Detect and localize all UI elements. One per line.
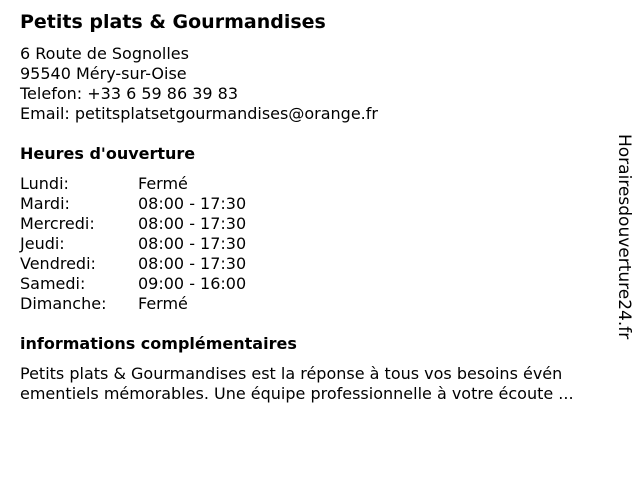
day-hours: 08:00 - 17:30 [138, 214, 247, 233]
hours-row-thursday [20, 234, 246, 254]
business-description [20, 364, 620, 404]
business-contact [20, 44, 378, 124]
day-label: Dimanche: [20, 294, 107, 313]
day-hours: 08:00 - 17:30 [138, 234, 247, 253]
day-label: Jeudi: [20, 234, 65, 253]
hours-row-tuesday [20, 194, 246, 214]
hours-row-saturday [20, 274, 246, 294]
day-hours: Fermé [138, 294, 188, 313]
day-hours: Fermé [138, 174, 188, 193]
phone-number: Telefon: +33 6 59 86 39 83 [20, 84, 239, 103]
day-label: Mardi: [20, 194, 70, 213]
day-hours: 08:00 - 17:30 [138, 254, 247, 273]
opening-hours-heading: Heures d'ouverture [20, 144, 196, 163]
address-street: 6 Route de Sognolles [20, 44, 189, 63]
address-city: 95540 Méry-sur-Oise [20, 64, 187, 83]
hours-row-wednesday [20, 214, 246, 234]
description-line: Petits plats & Gourmandises est la réponse à tous vos besoins évén [20, 364, 563, 383]
opening-hours-table [20, 174, 246, 314]
description-line: ementiels mémorables. Une équipe professionnelle à votre écoute ... [20, 384, 574, 403]
hours-row-sunday [20, 294, 246, 314]
day-label: Vendredi: [20, 254, 96, 273]
business-name: Petits plats & Gourmandises [20, 11, 326, 33]
day-hours: 08:00 - 17:30 [138, 194, 247, 213]
day-label: Samedi: [20, 274, 86, 293]
day-hours: 09:00 - 16:00 [138, 274, 247, 293]
additional-info-heading: informations complémentaires [20, 334, 297, 353]
watermark-text: Horairesdouverture24.fr [614, 134, 634, 340]
day-label: Mercredi: [20, 214, 95, 233]
email-address: Email: petitsplatsetgourmandises@orange.fr [20, 104, 378, 123]
hours-row-monday [20, 174, 246, 194]
site-watermark [612, 134, 636, 344]
hours-row-friday [20, 254, 246, 274]
day-label: Lundi: [20, 174, 69, 193]
